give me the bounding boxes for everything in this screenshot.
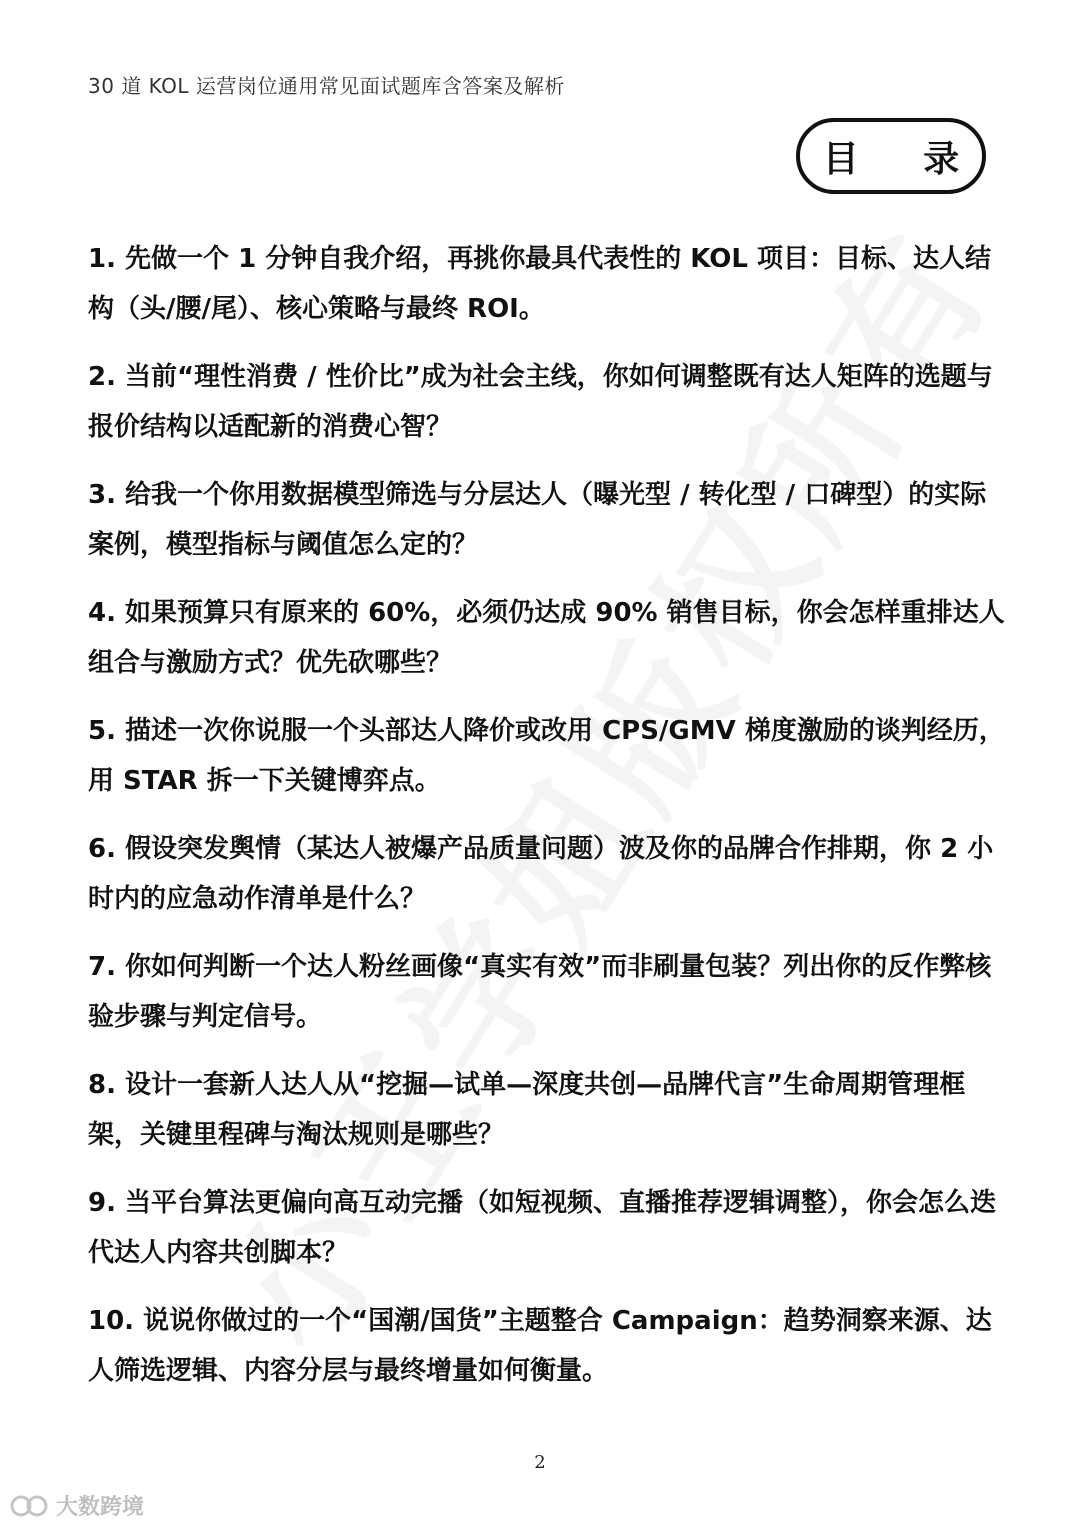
question-item: 5. 描述一次你说服一个头部达人降价或改用 CPS/GMV 梯度激励的谈判经历，用 STAR 拆一下关键博弈点。 — [88, 716, 1005, 796]
toc-badge — [796, 118, 986, 194]
question-item: 3. 给我一个你用数据模型筛选与分层达人（曝光型 / 转化型 / 口碑型）的实际案例，模型指标与阈值怎么定的？ — [88, 480, 987, 560]
brand-logo — [10, 1490, 144, 1521]
question-item: 9. 当平台算法更偏向高互动完播（如短视频、直播推荐逻辑调整），你会怎么迭代达人内容共创脚本？ — [88, 1188, 997, 1268]
document-header: 30 道 KOL 运营岗位通用常见面试题库含答案及解析 — [88, 74, 565, 98]
question-item: 2. 当前“理性消费 / 性价比”成为社会主线，你如何调整既有达人矩阵的选题与报价结构以适配新的消费心智？ — [88, 362, 993, 442]
page-number: 2 — [534, 1452, 546, 1473]
question-list — [88, 234, 1008, 1414]
brand-logo-text: 大数跨境 — [56, 1495, 145, 1520]
brand-logo-icon — [10, 1493, 50, 1519]
question-item: 1. 先做一个 1 分钟自我介绍，再挑你最具代表性的 KOL 项目：目标、达人结构（头/腰/尾）、核心策略与最终 ROI。 — [88, 244, 991, 324]
question-item: 8. 设计一套新人达人从“挖掘—试单—深度共创—品牌代言”生命周期管理框架，关键里程碑与淘汰规则是哪些？ — [88, 1070, 966, 1150]
question-item: 4. 如果预算只有原来的 60%，必须仍达成 90% 销售目标，你会怎样重排达人组合与激励方式？优先砍哪些？ — [88, 598, 1005, 678]
question-item: 10. 说说你做过的一个“国潮/国货”主题整合 Campaign：趋势洞察来源、达人筛选逻辑、内容分层与最终增量如何衡量。 — [88, 1306, 992, 1386]
question-item: 6. 假设突发舆情（某达人被爆产品质量问题）波及你的品牌合作排期，你 2 小时内的应急动作清单是什么？ — [88, 834, 994, 914]
question-item: 7. 你如何判断一个达人粉丝画像“真实有效”而非刷量包装？列出你的反作弊核验步骤与判定信号。 — [88, 952, 992, 1032]
toc-label: 目 录 — [822, 138, 986, 180]
